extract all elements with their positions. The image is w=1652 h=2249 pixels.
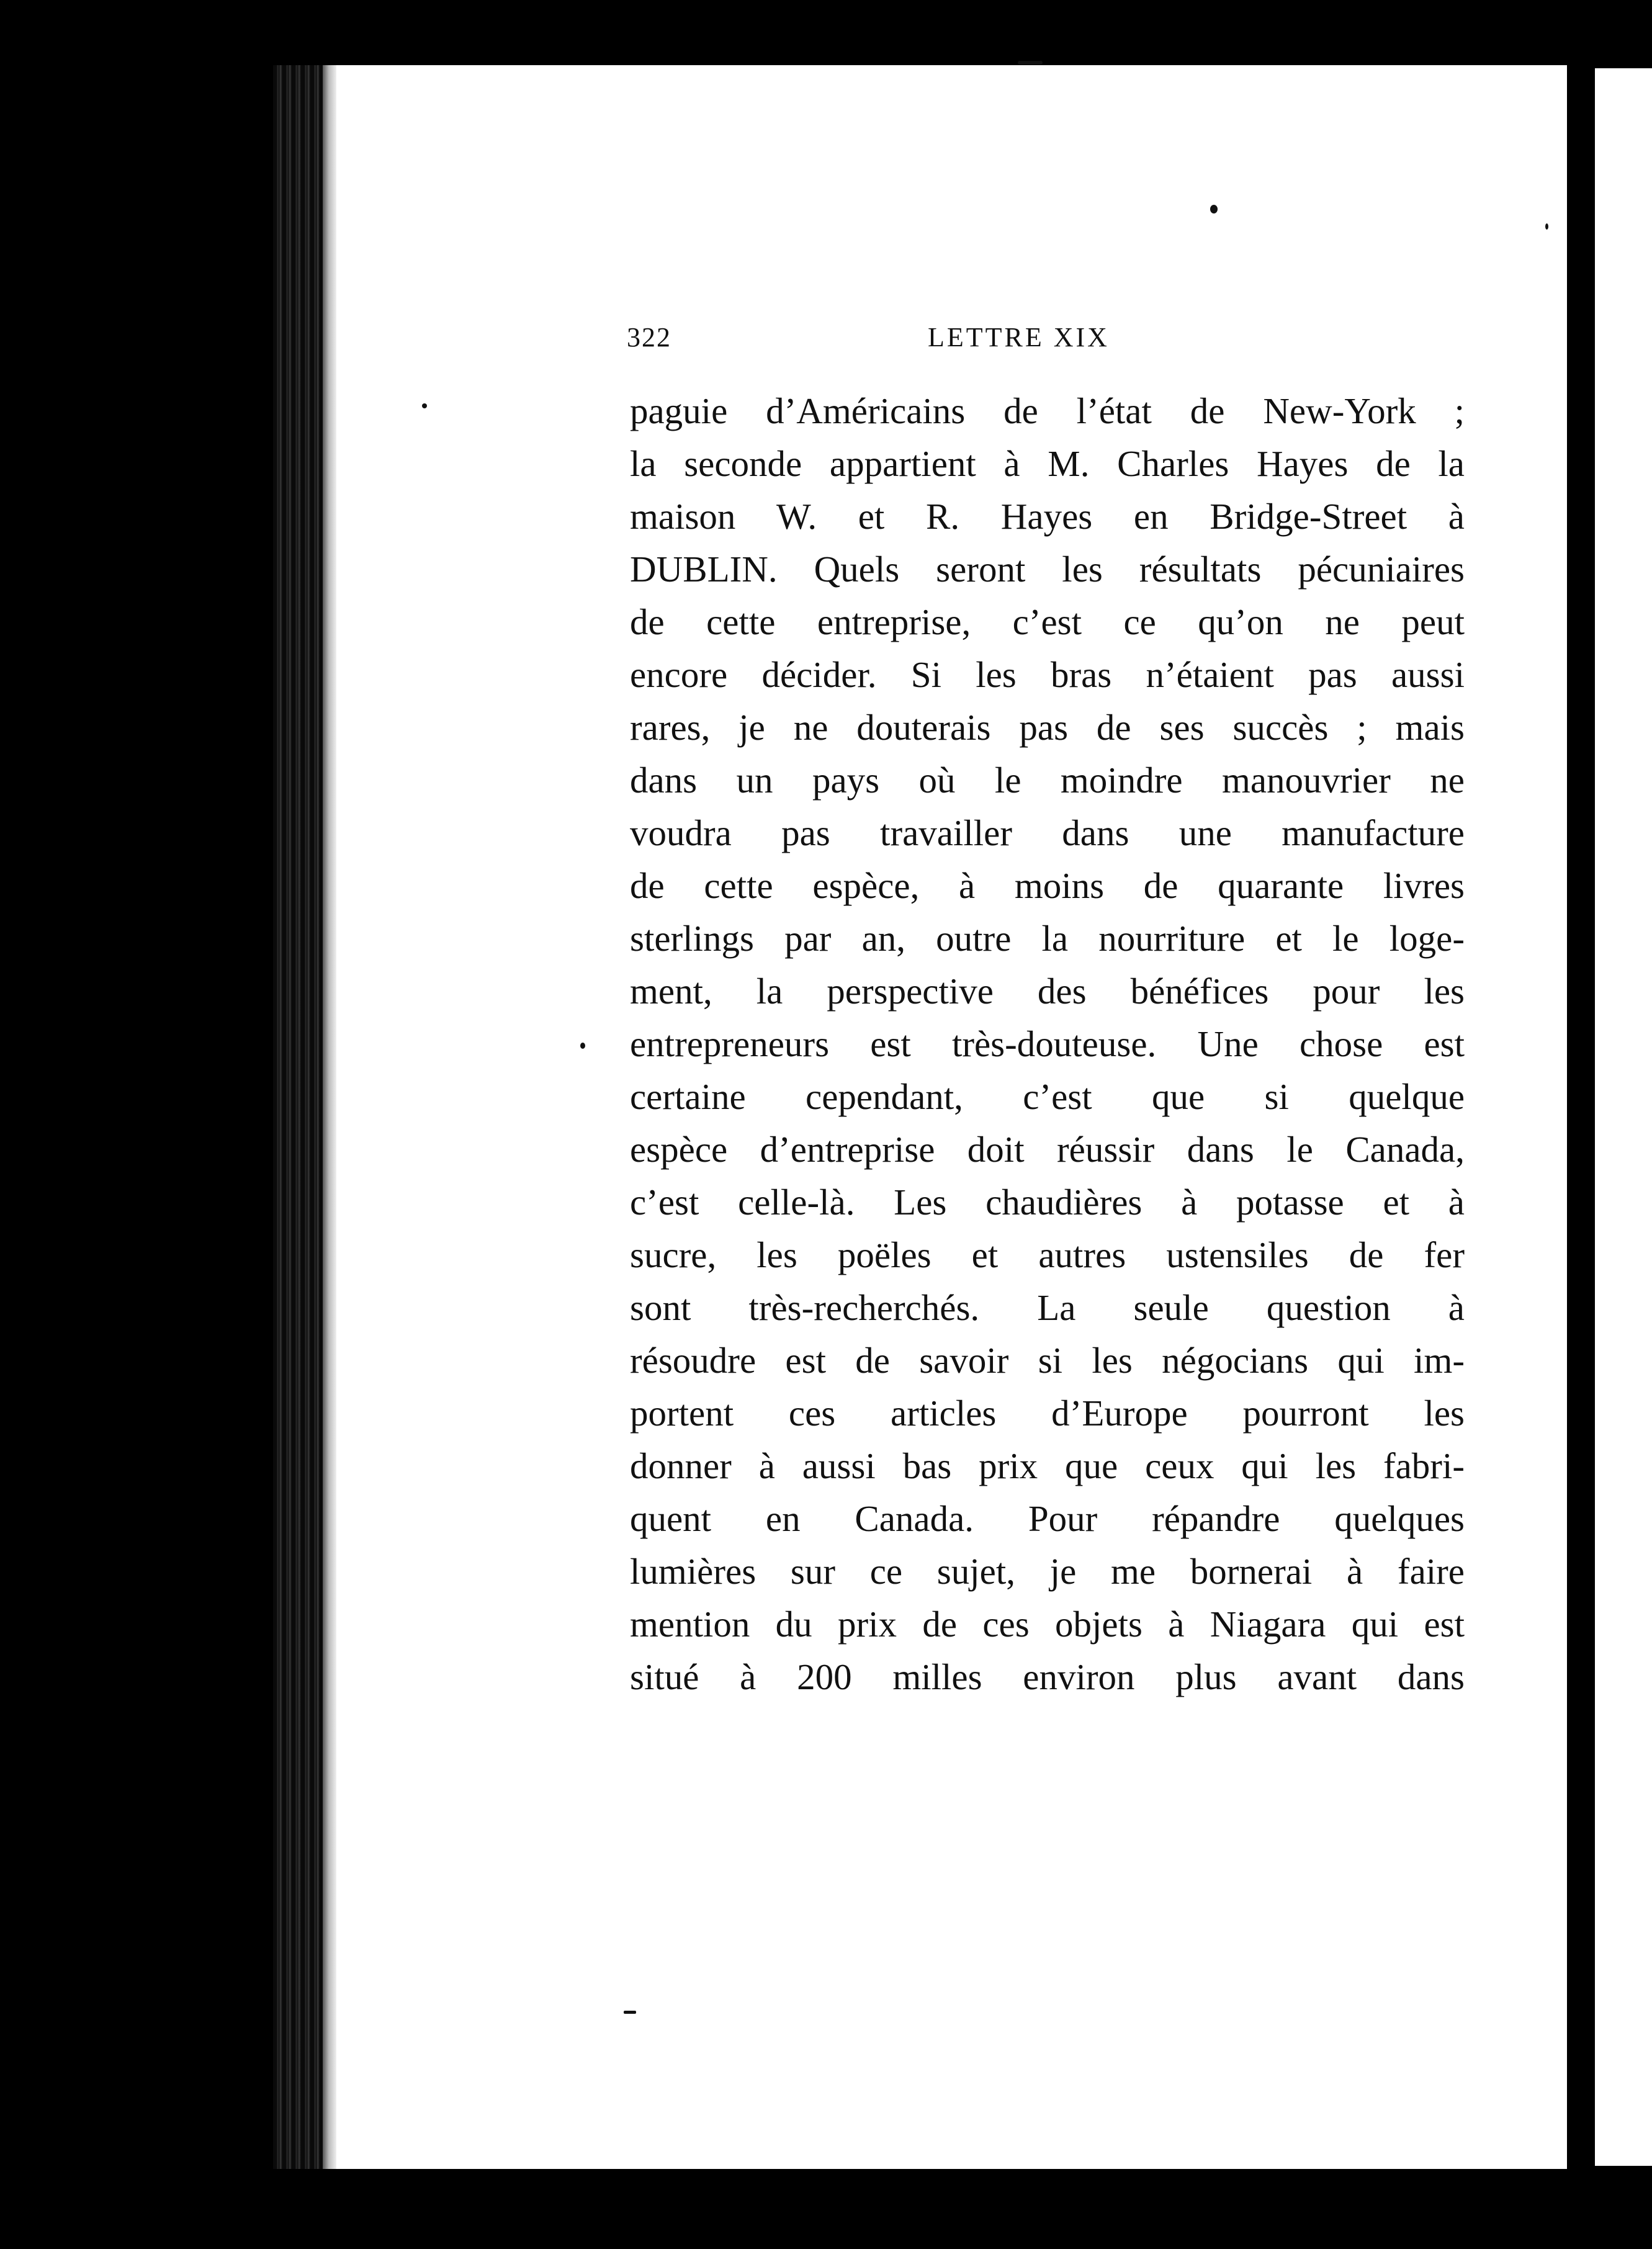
text-line: de cette espèce, à moins de quarante livres [630,865,1465,906]
text-line: lumières sur ce sujet, je me bornerai à faire [630,1551,1465,1592]
ink-speck [422,403,427,408]
body-text [630,385,1465,1704]
text-line: sont très-recherchés. La seule question à [630,1287,1465,1328]
text-line: résoudre est de savoir si les négocians qui im- [630,1340,1465,1381]
page-gap [1573,65,1598,2169]
text-line: situé à 200 milles environ plus avant dans [630,1656,1465,1697]
page-gutter-shadow [323,65,336,2169]
text-line: la seconde appartient à M. Charles Hayes de la [630,443,1465,484]
text-line: entrepreneurs est très-douteuse. Une chose est [630,1023,1465,1064]
text-line: espèce d’entreprise doit réussir dans le Canada, [630,1129,1465,1170]
text-line: sterlings par an, outre la nourriture et le loge- [630,918,1465,959]
ink-speck [1018,61,1043,65]
running-title: LETTRE XIX [928,322,1110,352]
text-line: certaine cependant, c’est que si quelque [630,1076,1465,1117]
text-line: ment, la perspective des bénéfices pour les [630,971,1465,1012]
text-line: encore décider. Si les bras n’étaient pas aussi [630,654,1465,695]
text-line: maison W. et R. Hayes en Bridge-Street à [630,496,1465,537]
text-line: portent ces articles d’Europe pourront les [630,1393,1465,1434]
text-line: c’est celle-là. Les chaudières à potasse et à [630,1182,1465,1223]
text-line: sucre, les poëles et autres ustensiles de fer [630,1234,1465,1275]
text-line: mention du prix de ces objets à Niagara qui est [630,1604,1465,1645]
ink-speck [1210,205,1218,213]
page-number: 322 [627,322,671,352]
text-line: donner à aussi bas prix que ceux qui les fabri- [630,1445,1465,1486]
text-line: de cette entreprise, c’est ce qu’on ne peut [630,601,1465,642]
text-line: paguie d’Américains de l’état de New-York ; [630,390,1465,431]
text-line: voudra pas travailler dans une manufacture [630,812,1465,853]
facing-page-edge [1595,68,1652,2166]
text-line: quent en Canada. Pour répandre quelques [630,1498,1465,1539]
text-line: rares, je ne douterais pas de ses succès ; mais [630,707,1465,748]
ink-speck [580,1043,585,1049]
text-line: dans un pays où le moindre manouvrier ne [630,760,1465,801]
ink-speck [1545,223,1548,230]
ink-speck [624,2011,636,2014]
text-line: DUBLIN. Quels seront les résultats pécuniaires [630,549,1465,590]
running-header [627,321,1458,371]
